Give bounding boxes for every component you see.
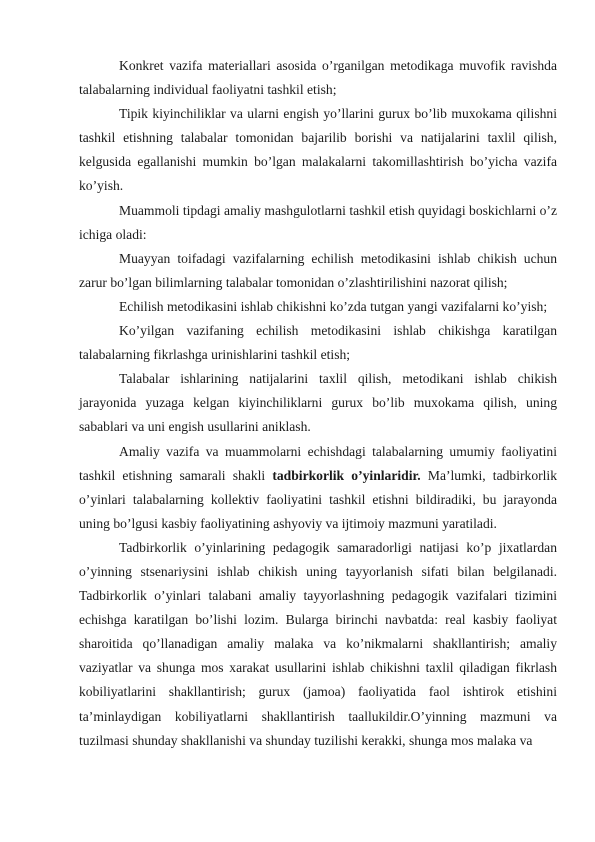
paragraph-thinking-attempts: Ko’yilgan vazifaning echilish metodikasini ishlab chikishga karatilgan talabalarning fikrlashga urinishlarini tashkil etish; <box>79 323 557 363</box>
paragraph-pedagogical-effectiveness: Tadbirkorlik o’yinlarining pedagogik samaradorligi natijasi ko’p jixatlardan o’yinning stsenariysini ishlab chikish uning tayyorlanish sifati bilan belgilanadi. Tadbirkorlik o’yinlari talabani amaliy tayyorlashning pedagogik vazifalari tizimini echishga karatilgan bo’lishi lozim. Bularga birinchi navbatda: real kasbiy faoliyat sharoitida qo’llanadigan amaliy malaka va ko’nikmalarni shakllantirish; amaliy vaziyatlar va shunga mos xarakat usullarini ishlab chikishni taxlil qiladigan fikrlash kobiliyatlarini shakllantirish; gurux (jamoa) faoliyatida faol ishtirok etishini ta’minlaydigan kobiliyatlarni shakllantirish taallukildir.O’yinning mazmuni va tuzilmasi shunday shakllanishi va shunday tuzilishi kerakki, shunga mos malaka va <box>79 539 557 748</box>
business-games-rest: Ma’lumki, tadbirkorlik o’yinlari talabalarning kollektiv faoliyatini tashkil etishni bildiradiki, bu jarayonda uning bo’lgusi kasbiy faoliyatining ashyoviy va ijtimoiy mazmuni yaratiladi. <box>79 467 557 531</box>
paragraph-results-analysis: Talabalar ishlarining natijalarini taxlil qilish, metodikani ishlab chikish jarayonida yuzaga kelgan kiyinchiliklarni gurux bo’lib muxokama qilish, uning sabablari va uni engish usullarini aniklash. <box>79 371 557 435</box>
business-games-term: tadbirkorlik o’yinlaridir. <box>272 467 421 483</box>
paragraph-individual-activity: Konkret vazifa materiallari asosida o’rganilgan metodikaga muvofik ravishda talabalarning individual faoliyatni tashkil etish; <box>79 58 557 98</box>
paragraph-business-games <box>79 440 557 536</box>
paragraph-knowledge-control: Muayyan toifadagi vazifalarning echilish metodikasini ishlab chikish uchun zarur bo’lgan bilimlarning talabalar tomonidan o’zlashtirilishini nazorat qilish; <box>79 250 557 290</box>
paragraph-group-discussion: Tipik kiyinchiliklar va ularni engish yo’llarini gurux bo’lib muxokama qilishni tashkil etishning talabalar tomonidan bajarilib borishi va natijalarini taxlil qilish, kelgusida egallanishi mumkin bo’lgan malakalarni takomillashtirish bo’yicha vazifa ko’yish. <box>79 106 557 194</box>
paragraph-problem-stages: Muammoli tipdagi amaliy mashgulotlarni tashkil etish quyidagi boskichlarni o’z ichiga oladi: <box>79 202 557 242</box>
paragraph-new-tasks: Echilish metodikasini ishlab chikishni ko’zda tutgan yangi vazifalarni ko’yish; <box>119 298 548 314</box>
business-games-intro: Amaliy vazifa va muammolarni echishdagi talabalarning umumiy faoliyatini tashkil etishning samarali shakli <box>79 443 557 483</box>
document-page <box>79 54 557 753</box>
